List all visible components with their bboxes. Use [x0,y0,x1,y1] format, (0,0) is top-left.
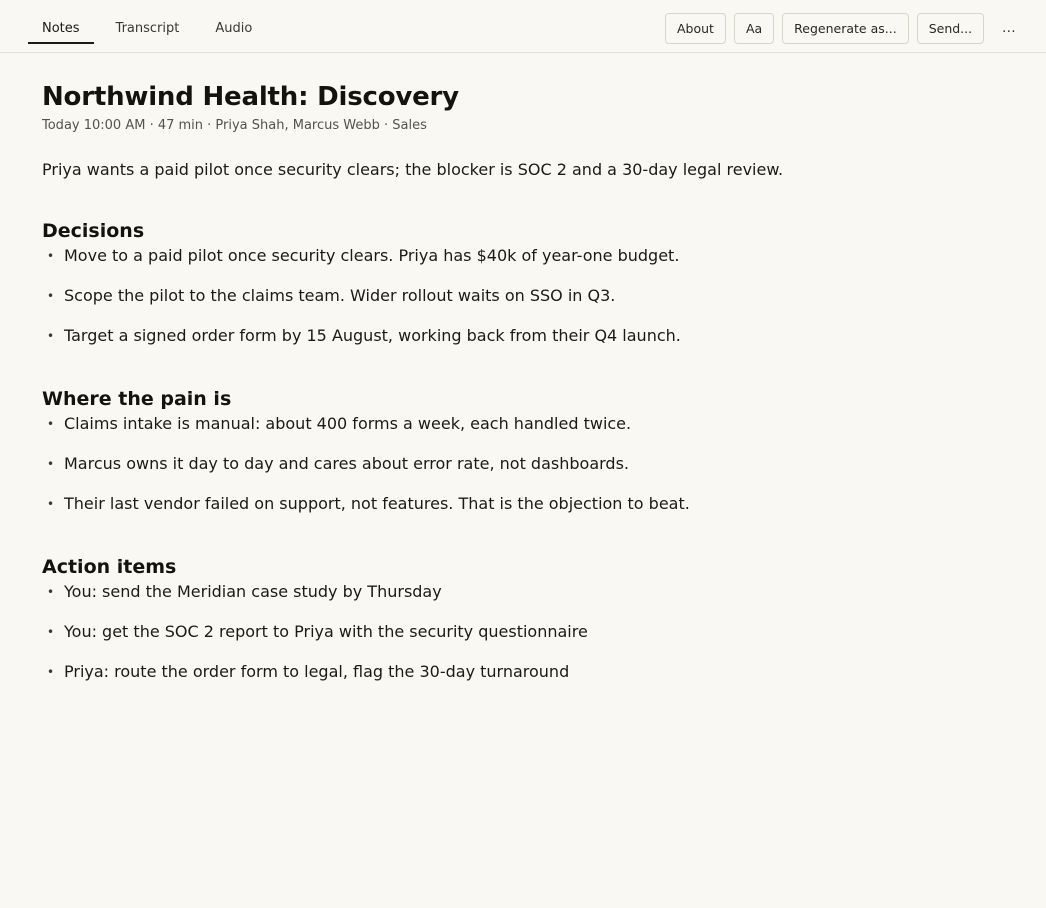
about-button[interactable]: About [665,13,726,44]
list-item: • You: get the SOC 2 report to Priya with the security questionnaire [42,620,1002,644]
note-content [42,78,1002,700]
section-heading: Where the pain is [42,388,232,410]
toolbar [665,13,1016,44]
note-meta: Today 10:00 AM · 47 min · Priya Shah, Marcus Webb · Sales [42,118,427,133]
list-item: • Claims intake is manual: about 400 forms a week, each handled twice. [42,412,1002,436]
top-bar [0,0,1046,53]
section-action-items [42,555,1002,684]
note-summary: Priya wants a paid pilot once security clears; the blocker is SOC 2 and a 30-day legal review. [42,160,784,179]
list-item: • Their last vendor failed on support, not features. That is the objection to beat. [42,492,1002,516]
list-item: • Priya: route the order form to legal, flag the 30-day turnaround [42,660,1002,684]
regenerate-button[interactable]: Regenerate as... [782,13,909,44]
list-item: • Move to a paid pilot once security clears. Priya has $40k of year-one budget. [42,244,1002,268]
section-heading: Decisions [42,220,145,242]
tab-audio[interactable]: Audio [215,21,253,36]
section-heading: Action items [42,556,177,578]
bullet-list [42,412,1002,516]
view-tabs [28,0,266,53]
tab-notes[interactable]: Notes [28,0,94,44]
tab-transcript[interactable]: Transcript [115,21,180,36]
list-item: • Marcus owns it day to day and cares about error rate, not dashboards. [42,452,1002,476]
list-item: • You: send the Meridian case study by Thursday [42,580,1002,604]
section-decisions [42,219,1002,348]
list-item: • Scope the pilot to the claims team. Wider rollout waits on SSO in Q3. [42,284,1002,308]
font-settings-button[interactable]: Aa [734,13,774,44]
bullet-list [42,580,1002,684]
send-button[interactable]: Send... [917,13,984,44]
list-item: • Target a signed order form by 15 August, working back from their Q4 launch. [42,324,1002,348]
bullet-list [42,244,1002,348]
more-options-icon[interactable]: ... [1002,21,1016,36]
note-title: Northwind Health: Discovery [42,82,459,112]
section-pain-points [42,387,1002,516]
